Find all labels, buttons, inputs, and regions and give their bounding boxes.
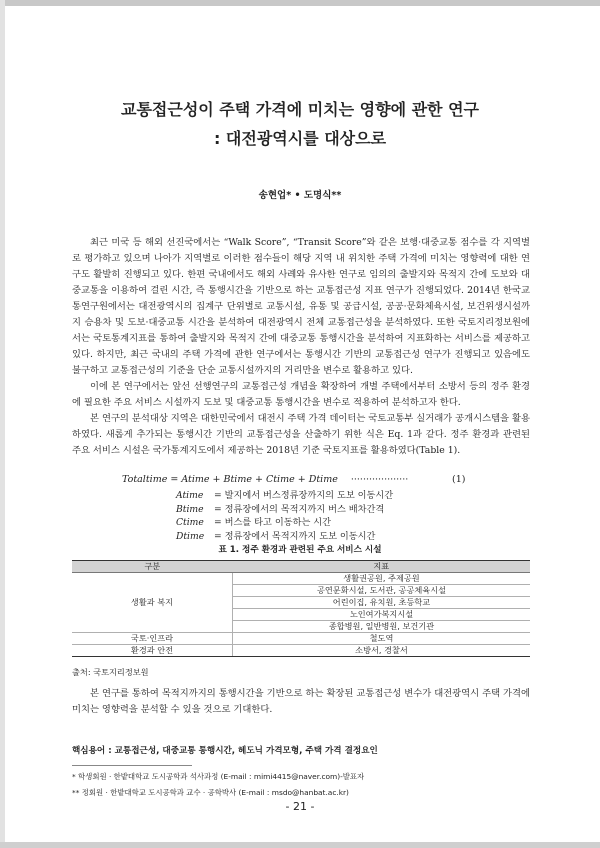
definition-term: Btime — [176, 503, 204, 515]
page-border-left — [0, 0, 5, 848]
paragraph-method: 본 연구의 분석대상 지역은 대한민국에서 대전시 주택 가격 데이터는 국토교통부 실거래가 공개시스템을 활용하였다. 새롭게 추가되는 통행시간 기반의 교통접근성을 산출하기 위한 식은 Eq. 1과 같다. 정주 환경과 관련된 주요 서비스 시설은 국가통계지도에서 제공하는 2018년 기준 국토지표를 활용하였다(Table 1). — [72, 413, 530, 456]
table-category-cell: 생활과 복지 — [72, 573, 233, 633]
definition-term: Dtime — [176, 530, 205, 542]
page-number: - 21 - — [285, 800, 315, 813]
table-source: 출처: 국토지리정보원 — [72, 667, 149, 677]
definition-row — [176, 530, 393, 544]
definition-desc: = 정류장에서 목적지까지 도보 이동시간 — [214, 530, 376, 542]
table-row — [72, 573, 530, 585]
equation-dots: ··················· — [350, 474, 409, 485]
table-item-cell: 철도역 — [233, 633, 531, 645]
definition-term: Ctime — [176, 517, 204, 528]
paper-subtitle: : 대전광역시를 대상으로 — [213, 129, 387, 148]
footnote-author-1: * 학생회원 · 한밭대학교 도시공학과 석사과정 (E-mail : mimi4415@naver.com)-발표자 — [72, 772, 365, 781]
paragraph-purpose: 이에 본 연구에서는 앞선 선행연구의 교통접근성 개념을 확장하여 개별 주택에서부터 소방서 등의 정주 환경에 필요한 주요 서비스 시설까지 도보 및 대중교통 통행시간을 변수로 적용하여 분석하고자 한다. — [72, 381, 530, 408]
paper-title: 교통접근성이 주택 가격에 미치는 영향에 관한 연구 — [121, 100, 479, 119]
footnote-divider — [72, 765, 192, 766]
table-item-cell: 노인여가복지시설 — [233, 609, 531, 621]
definition-desc: = 정류장에서의 목적지까지 버스 배차간격 — [214, 503, 385, 515]
table-caption: 표 1. 정주 환경과 관련된 주요 서비스 시설 — [218, 545, 382, 555]
definition-row — [176, 489, 393, 503]
table-row — [72, 645, 530, 657]
equation-number: (1) — [452, 474, 466, 485]
paragraph-conclusion: 본 연구를 통하여 목적지까지의 통행시간을 기반으로 하는 확장된 교통접근성 변수가 대전광역시 주택 가격에 미치는 영향력을 분석할 수 있을 것으로 기대한다. — [72, 688, 530, 715]
definition-row — [176, 516, 393, 530]
table-item-cell: 공연문화시설, 도서관, 공공체육시설 — [233, 585, 531, 597]
keywords: 핵심용어 : 교통접근성, 대중교통 통행시간, 헤도닉 가격모형, 주택 가격 결정요인 — [72, 746, 378, 756]
table-item-cell: 소방서, 경찰서 — [233, 645, 531, 657]
definition-term: Atime — [176, 490, 204, 501]
table-header-category: 구분 — [72, 561, 233, 573]
equation-definitions — [176, 489, 393, 543]
authors: 송현업* • 도명식** — [258, 190, 342, 201]
definition-desc: = 발지에서 버스정류장까지의 도보 이동시간 — [214, 490, 394, 501]
paragraph-intro: 최근 미국 등 해외 선진국에서는 “Walk Score”, “Transit Score”와 같은 보행·대중교통 점수를 각 지역별로 평가하고 있으며 나아가 지역별로 이러한 점수들이 해당 지역 내 위치한 주택 가격에 미치는 영향력에 대한 연구도 활발히 진행되고 있다. 한편 국내에서도 해외 사례와 유사한 연구로 임의의 출발지와 목적지 간에 도보와 대중교통을 이용하여 걸린 시간, 즉 통행시간을 기반으로 하는 교통접근성 지표 연구가 진행되었다. 2014년 한국교통연구원에서는 대전광역시의 집계구 단위별로 교통시설, 유통 및 공급시설, 공공·문화체육시설, 보건위생시설까지 승용차 및 도보·대중교통 시간을 분석하여 대전광역시 전체 교통접근성을 분석하였다. 또한 국토지리정보원에서는 국토통계지표를 통하여 출발지와 목적지 간에 대중교통 통행시간을 분석하여 지표화하는 서비스를 제공하고 있다. 하지만, 최근 국내의 주택 가격에 관한 연구에서는 통행시간 기반의 교통접근성 연구가 진행되고 있음에도 불구하고 교통접근성의 기준을 단순 교통시설까지의 거리만을 변수로 활용하고 있다. — [72, 237, 530, 376]
table-item-cell: 어린이집, 유치원, 초등학교 — [233, 597, 531, 609]
page-border-bottom — [0, 842, 600, 848]
facility-table — [72, 560, 530, 657]
page-border-top — [0, 0, 600, 6]
table-category-cell: 환경과 안전 — [72, 645, 233, 657]
table-category-cell: 국토·인프라 — [72, 633, 233, 645]
equation-1 — [122, 474, 540, 485]
table-item-cell: 종합병원, 일반병원, 보건기관 — [233, 621, 531, 633]
table-item-cell: 생활권공원, 주제공원 — [233, 573, 531, 585]
table-header-row — [72, 561, 530, 573]
equation-text: Totaltime = Atime + Btime + Ctime + Dtime — [122, 474, 338, 485]
table-row — [72, 633, 530, 645]
definition-desc: = 버스를 타고 이동하는 시간 — [214, 517, 332, 528]
footnote-author-2: ** 정회원 · 한밭대학교 도시공학과 교수 · 공학박사 (E-mail : msdo@hanbat.ac.kr) — [72, 788, 349, 797]
table-header-indicator: 지표 — [233, 561, 531, 573]
definition-row — [176, 503, 393, 517]
